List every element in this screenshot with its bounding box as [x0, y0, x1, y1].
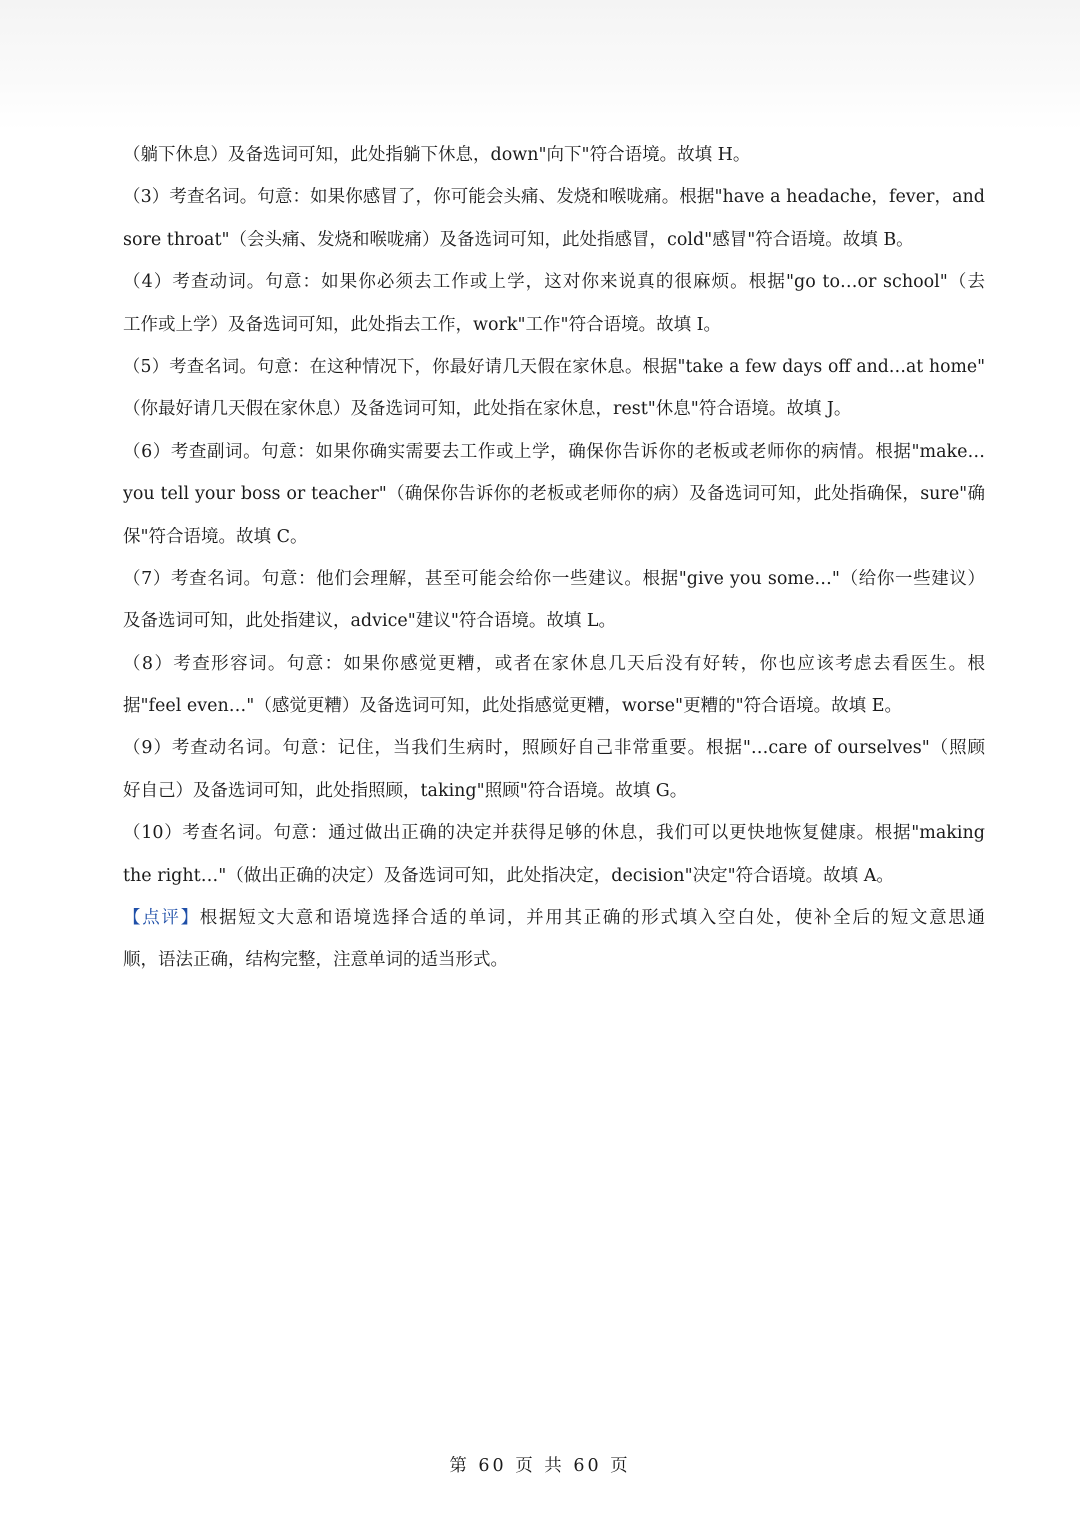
text-line: （3）考查名词。句意：如果你感冒了，你可能会头痛、发烧和喉咙痛。根据"have a headache，fever，and	[123, 187, 985, 208]
document-body	[123, 134, 985, 982]
review-tag: 【点评】	[123, 908, 200, 929]
text-line: you tell your boss or teacher"（确保你告诉你的老板或老师你的病）及备选词可知，此处指确保，sure"确	[123, 484, 985, 505]
text-line: （6）考查副词。句意：如果你确实需要去工作或上学，确保你告诉你的老板或老师你的病情。根据"make…	[123, 441, 985, 462]
text-line: （10）考查名词。句意：通过做出正确的决定并获得足够的休息，我们可以更快地恢复健康。根据"making	[123, 823, 985, 844]
text-line: （9）考查动名词。句意：记住，当我们生病时，照顾好自己非常重要。根据"…care of ourselves"（照顾	[123, 738, 985, 759]
text-line: （你最好请几天假在家休息）及备选词可知，此处指在家休息，rest"休息"符合语境。故填 J。	[123, 399, 852, 420]
page-number: 第 60 页 共 60 页	[449, 1456, 631, 1476]
text-line: （7）考查名词。句意：他们会理解，甚至可能会给你一些建议。根据"give you some…"（给你一些建议）	[123, 568, 985, 589]
review-line	[123, 897, 985, 939]
review-line: 顺，语法正确，结构完整，注意单词的适当形式。	[123, 950, 508, 971]
text-line: the right…"（做出正确的决定）及备选词可知，此处指决定，decision"决定"符合语境。故填 A。	[123, 865, 894, 886]
text-line: 好自己）及备选词可知，此处指照顾，taking"照顾"符合语境。故填 G。	[123, 780, 688, 801]
text-line: （5）考查名词。句意：在这种情况下，你最好请几天假在家休息。根据"take a few days off and…at home"	[123, 356, 985, 377]
text-line: sore throat"（会头痛、发烧和喉咙痛）及备选词可知，此处指感冒，cold"感冒"符合语境。故填 B。	[123, 229, 914, 250]
text-line: （8）考查形容词。句意：如果你感觉更糟，或者在家休息几天后没有好转，你也应该考虑去看医生。根	[123, 653, 985, 674]
text-line: （4）考查动词。句意：如果你必须去工作或上学，这对你来说真的很麻烦。根据"go to…or school"（去	[123, 272, 985, 293]
text-line: 据"feel even…"（感觉更糟）及备选词可知，此处指感觉更糟，worse"更糟的"符合语境。故填 E。	[123, 696, 902, 717]
review-text: 根据短文大意和语境选择合适的单词，并用其正确的形式填入空白处，使补全后的短文意思通	[199, 908, 985, 929]
text-line: 保"符合语境。故填 C。	[123, 526, 308, 547]
scan-top-shade	[0, 0, 1080, 130]
text-line: （躺下休息）及备选词可知，此处指躺下休息，down"向下"符合语境。故填 H。	[123, 145, 751, 165]
text-line: 及备选词可知，此处指建议，advice"建议"符合语境。故填 L。	[123, 611, 617, 632]
text-line: 工作或上学）及备选词可知，此处指去工作，work"工作"符合语境。故填 I。	[123, 314, 722, 335]
